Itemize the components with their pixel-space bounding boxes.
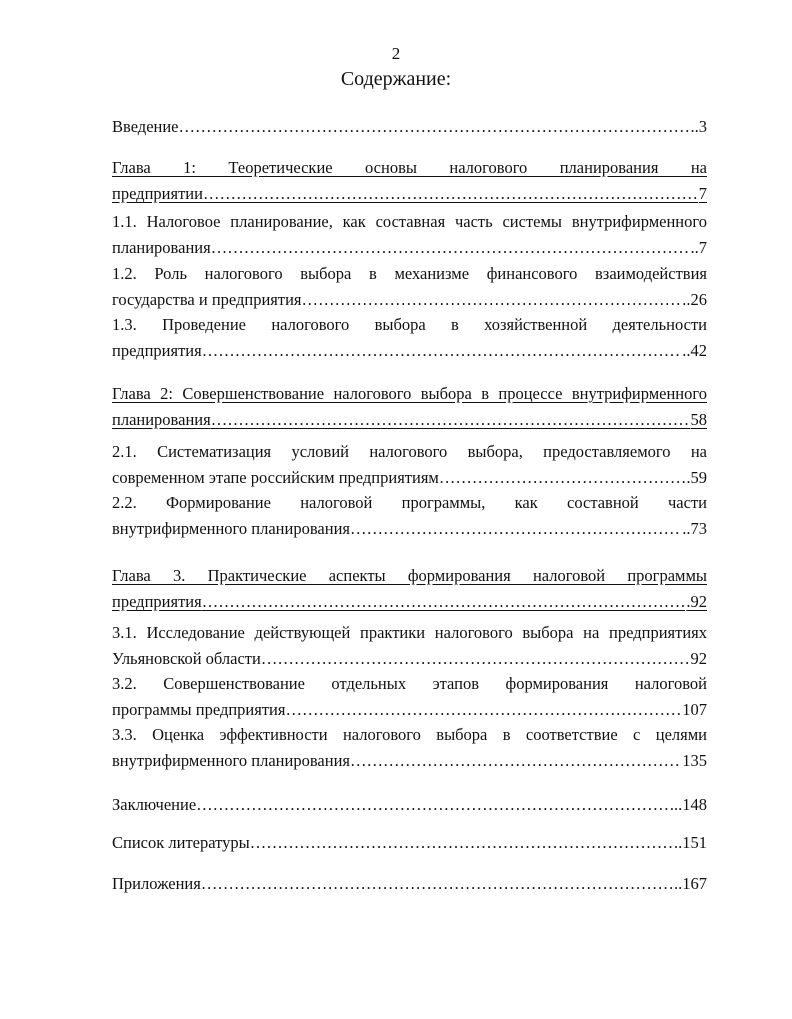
- toc-page-number: ..167: [674, 874, 707, 893]
- toc-leader: [302, 287, 682, 313]
- toc-section-1-2[interactable]: [112, 261, 707, 313]
- toc-section-2-2[interactable]: [112, 490, 707, 542]
- toc-entry-text: 3.1. Исследование действующей практики налогового выбора на предприятиях: [112, 623, 707, 642]
- toc-entry-text-continued: предприятия: [112, 341, 202, 360]
- toc-entry-text: 2.2. Формирование налоговой программы, как составной части: [112, 493, 707, 512]
- toc-leader: [201, 871, 673, 897]
- toc-entry-references[interactable]: [112, 830, 707, 856]
- toc-entry-text: 3.3. Оценка эффективности налогового выбора в соответствие с целями: [112, 725, 707, 744]
- toc-entry-text-continued: внутрифирменного планирования: [112, 519, 350, 538]
- toc-entry-text-continued: планирования: [112, 238, 211, 257]
- toc-page-number: 58: [690, 410, 707, 429]
- toc-page-number: ..73: [682, 519, 707, 538]
- toc-entry-intro[interactable]: [112, 114, 707, 140]
- page-number: 2: [391, 44, 401, 63]
- toc-section-3-3[interactable]: [112, 722, 707, 774]
- toc-leader: [211, 407, 690, 433]
- toc-entry-text: Список литературы: [112, 833, 250, 852]
- toc-entry-appendix[interactable]: [112, 871, 707, 897]
- toc-page-number: ..26: [682, 290, 707, 309]
- toc-leader: [179, 114, 690, 140]
- toc-page-number: 107: [682, 700, 707, 719]
- toc-entry-text: Введение: [112, 117, 179, 136]
- toc-page-number: .59: [686, 468, 707, 487]
- toc-leader: [202, 589, 686, 615]
- toc-chapter-2[interactable]: [112, 381, 707, 433]
- toc-entry-text-continued: внутрифирменного планирования: [112, 751, 350, 770]
- toc-entry-text: 3.2. Совершенствование отдельных этапов формирования налоговой: [112, 674, 707, 693]
- toc-page-number: ..3: [690, 117, 707, 136]
- toc-section-3-2[interactable]: [112, 671, 707, 723]
- toc-page-number: .92: [686, 592, 707, 611]
- toc-section-1-1[interactable]: [112, 209, 707, 261]
- toc-leader: [285, 697, 681, 723]
- toc-entry-text-continued: планирования: [112, 410, 211, 429]
- toc-entry-text: 2.1. Систематизация условий налогового выбора, предоставляемого на: [112, 442, 707, 461]
- toc-entry-text: Глава 1: Теоретические основы налогового планирования на: [112, 158, 707, 177]
- page-title: Содержание:: [340, 68, 452, 90]
- toc-leader: [350, 516, 681, 542]
- toc-leader: [202, 338, 682, 364]
- toc-entry-text: Приложения: [112, 874, 201, 893]
- toc-section-3-1[interactable]: [112, 620, 707, 672]
- toc-leader: [350, 748, 681, 774]
- toc-entry-text-continued: предприятия: [112, 592, 202, 611]
- toc-chapter-3[interactable]: [112, 563, 707, 615]
- toc-entry-text-continued: предприятии: [112, 184, 203, 203]
- toc-section-2-1[interactable]: [112, 439, 707, 491]
- toc-entry-text: Глава 2: Совершенствование налогового выбора в процессе внутрифирменного: [112, 384, 707, 403]
- toc-leader: [203, 181, 698, 207]
- toc-leader: [439, 465, 686, 491]
- toc-entry-text-continued: Ульяновской области: [112, 649, 261, 668]
- toc-page-number: 92: [690, 649, 707, 668]
- toc-entry-text: 1.1. Налоговое планирование, как составная часть системы внутрифирменного: [112, 212, 707, 231]
- toc-leader: [250, 830, 673, 856]
- toc-page-number: ..151: [674, 833, 707, 852]
- toc-page-number: 7: [698, 184, 707, 203]
- toc-page-number: ..42: [682, 341, 707, 360]
- toc-entry-conclusion[interactable]: [112, 792, 707, 818]
- toc-leader: [196, 792, 673, 818]
- toc-page-number: ..148: [674, 795, 707, 814]
- toc-entry-text-continued: современном этапе российским предприятиям: [112, 468, 439, 487]
- toc-entry-text: 1.2. Роль налогового выбора в механизме финансового взаимодействия: [112, 264, 707, 283]
- toc-entry-text: Глава 3. Практические аспекты формирования налоговой программы: [112, 566, 707, 585]
- toc-section-1-3[interactable]: [112, 312, 707, 364]
- toc-leader: [211, 235, 690, 261]
- toc-entry-text: Заключение: [112, 795, 197, 814]
- toc-entry-text-continued: государства и предприятия: [112, 290, 302, 309]
- toc-entry-text-continued: программы предприятия: [112, 700, 286, 719]
- toc-leader: [261, 646, 690, 672]
- toc-page-number: ..7: [690, 238, 707, 257]
- toc-entry-text: 1.3. Проведение налогового выбора в хозяйственной деятельности: [112, 315, 707, 334]
- toc-chapter-1[interactable]: [112, 155, 707, 207]
- toc-page-number: 135: [682, 751, 707, 770]
